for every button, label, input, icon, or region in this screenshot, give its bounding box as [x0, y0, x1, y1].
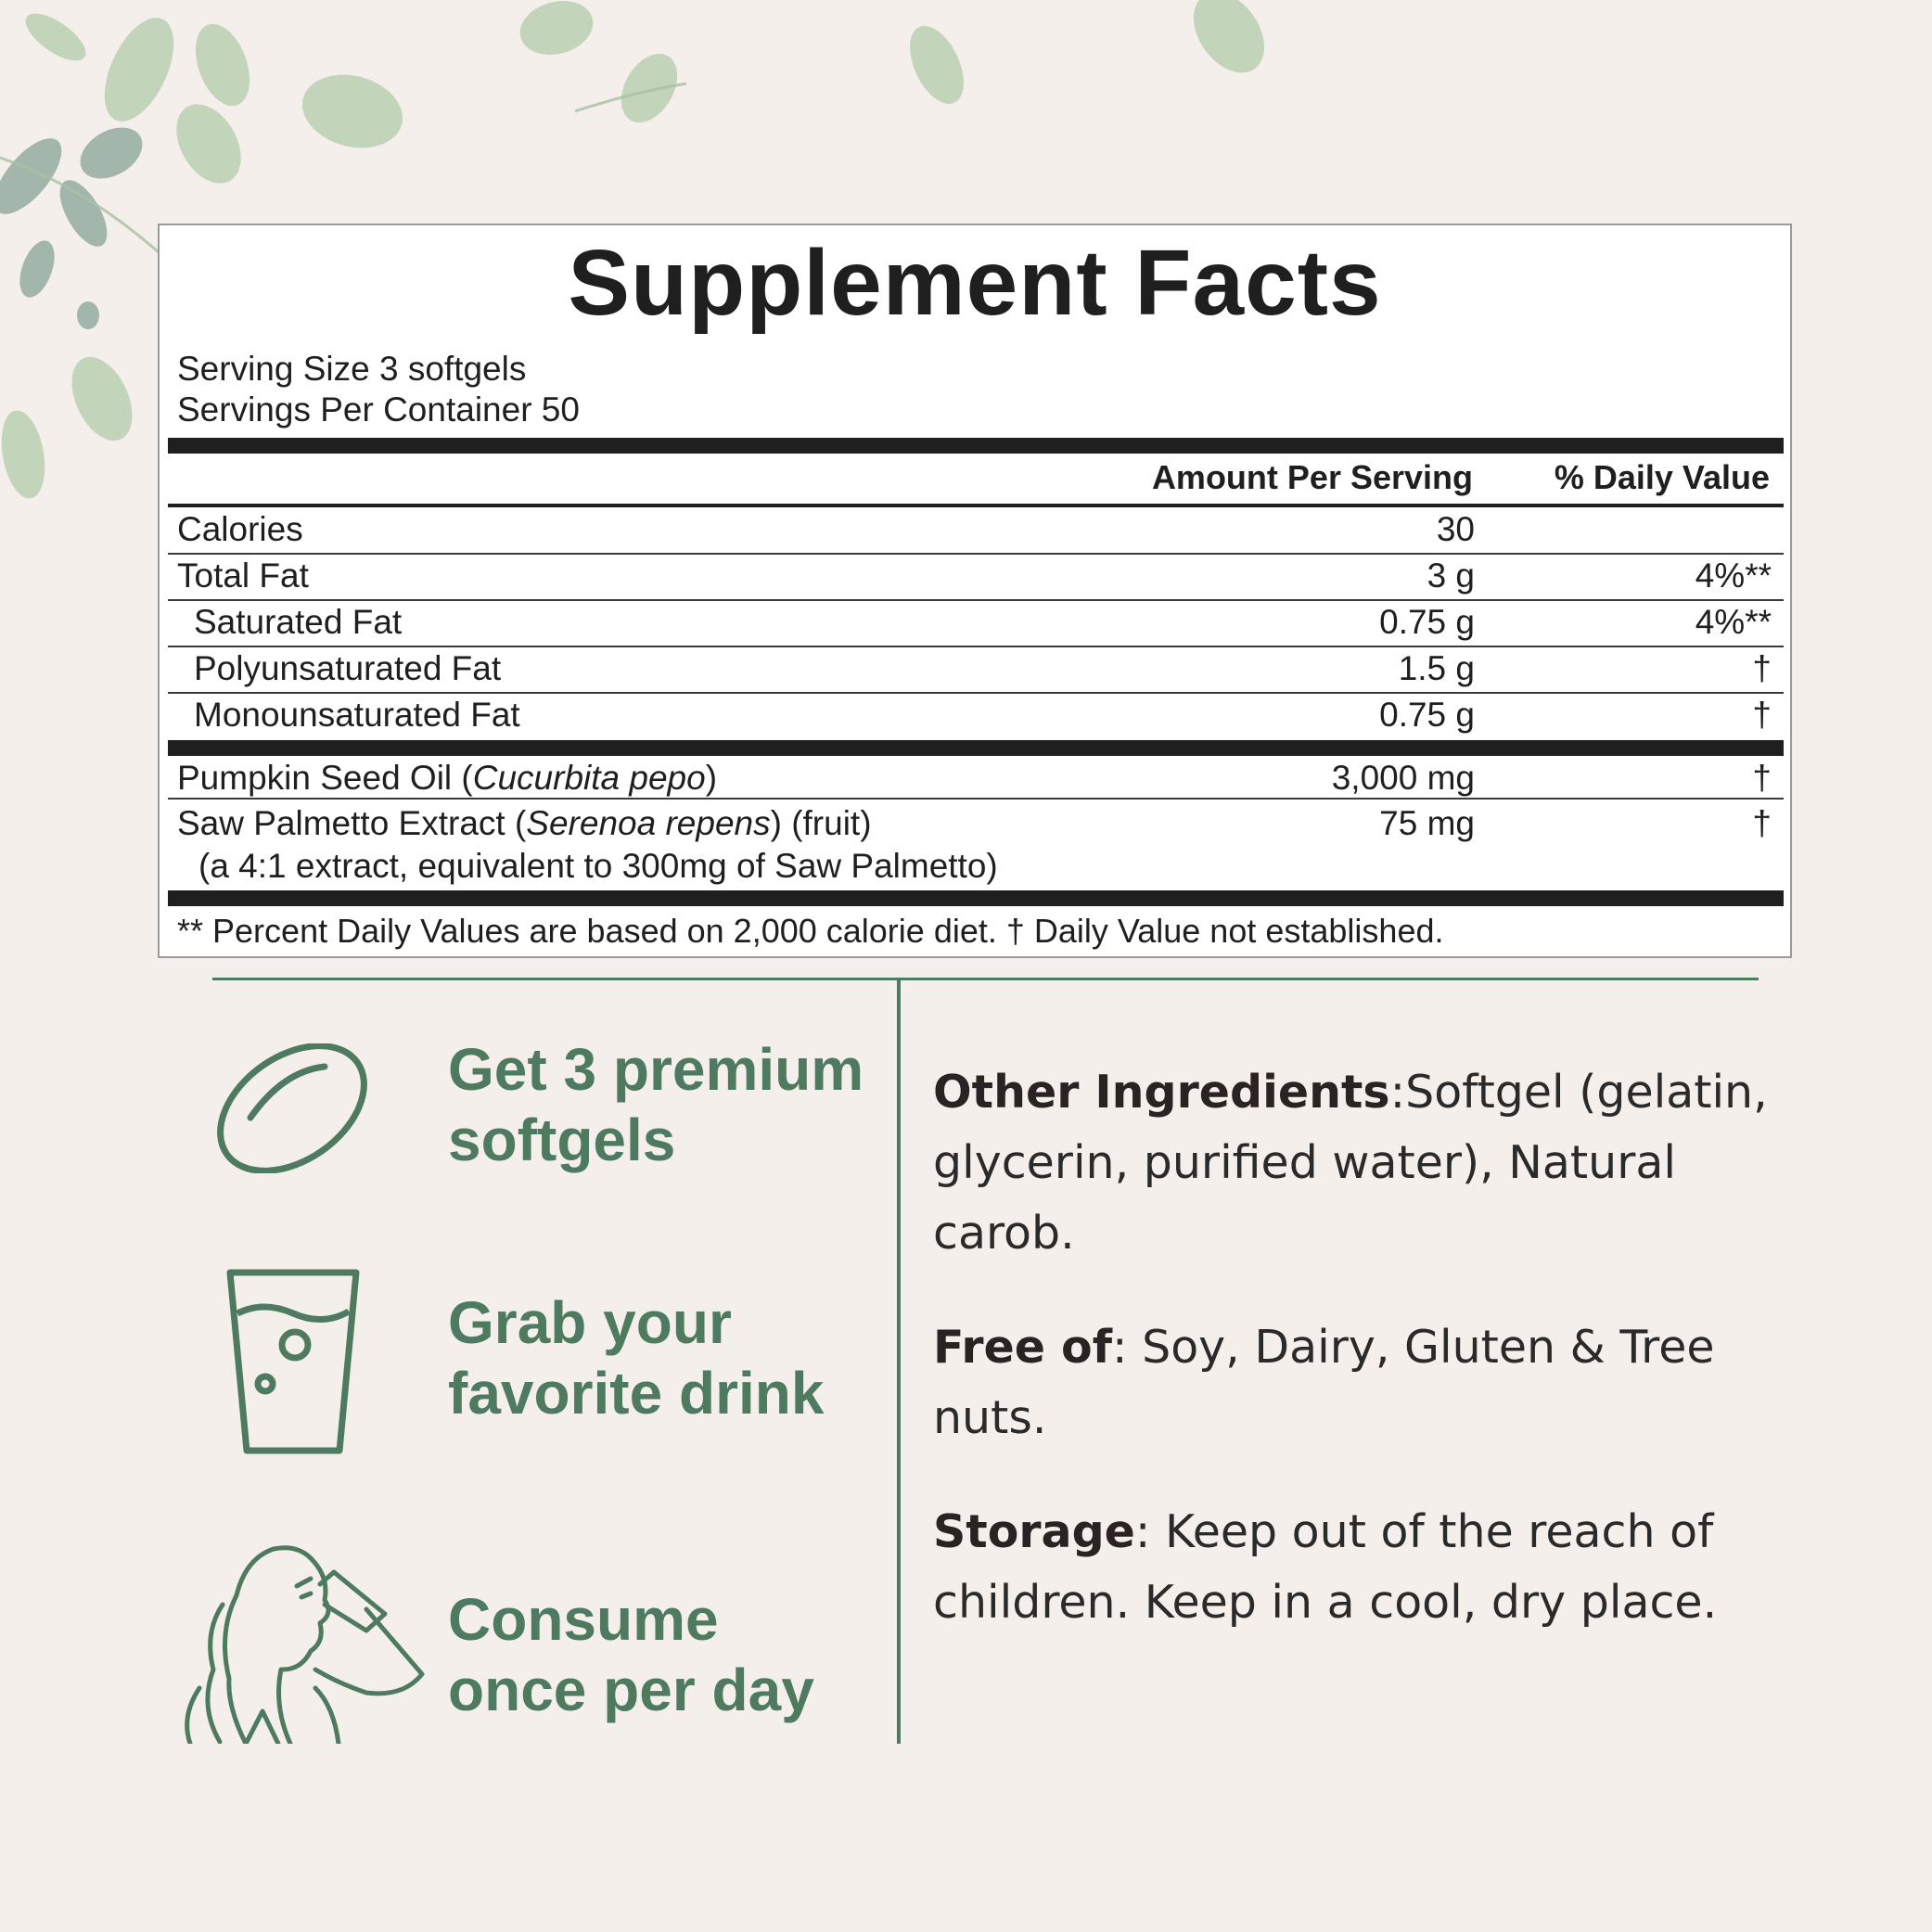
- drink-glass-icon: [226, 1269, 360, 1454]
- storage-label: Storage: [933, 1505, 1135, 1558]
- facts-row: [168, 647, 1784, 692]
- other-ingredients-text: Other Ingredients:Softgel (gelatin, glycerin, purified water), Natural carob.: [933, 1066, 1768, 1260]
- facts-title: Supplement Facts: [568, 231, 1382, 335]
- storage-text: Storage: Keep out of the reach of children. Keep in a cool, dry place.: [933, 1505, 1718, 1629]
- supplement-facts-panel: [158, 224, 1792, 958]
- ingredient-daily-value: †: [1752, 804, 1772, 842]
- ingredient-name: Pumpkin Seed Oil (Cucurbita pepo): [177, 759, 718, 797]
- row-name: Polyunsaturated Fat: [194, 649, 502, 687]
- section-divider-horizontal: [212, 978, 1759, 980]
- row-name: Saturated Fat: [194, 603, 403, 641]
- row-amount: 1.5 g: [1398, 649, 1475, 687]
- row-amount: 0.75 g: [1379, 696, 1475, 734]
- row-daily-value: 4%**: [1695, 603, 1772, 641]
- serving-size: Serving Size 3 softgels: [177, 350, 527, 388]
- step-text: Get 3 premium softgels: [448, 1036, 864, 1173]
- ingredient-name: Saw Palmetto Extract (Serenoa repens) (fruit): [177, 804, 872, 842]
- ingredient-row: [168, 757, 1784, 801]
- section-divider-vertical: [897, 980, 901, 1744]
- step-text: Consume once per day: [448, 1586, 814, 1723]
- row-amount: 30: [1436, 510, 1475, 548]
- extract-note: (a 4:1 extract, equivalent to 300mg of Saw Palmetto): [198, 847, 998, 885]
- row-daily-value: †: [1752, 696, 1772, 734]
- servings-per-container: Servings Per Container 50: [177, 390, 580, 429]
- free-of-label: Free of: [933, 1321, 1113, 1374]
- row-name: Total Fat: [177, 557, 309, 595]
- row-name: Calories: [177, 510, 303, 548]
- facts-row: [168, 555, 1784, 599]
- thick-divider: [168, 740, 1784, 756]
- woman-drinking-icon: [172, 1521, 427, 1744]
- other-ingredients-label: Other Ingredients: [933, 1066, 1390, 1119]
- free-of-text: Free of: Soy, Dairy, Gluten & Tree nuts.: [933, 1321, 1715, 1444]
- row-amount: 3 g: [1427, 557, 1475, 595]
- row-daily-value: 4%**: [1695, 557, 1772, 595]
- row-name: Monounsaturated Fat: [194, 696, 520, 734]
- ingredient-row: [168, 802, 1784, 847]
- row-divider: [168, 798, 1784, 800]
- ingredient-amount: 75 mg: [1379, 804, 1475, 842]
- facts-row: [168, 508, 1784, 553]
- thick-divider: [168, 890, 1784, 906]
- header-divider: [168, 504, 1784, 507]
- ingredient-amount: 3,000 mg: [1331, 759, 1475, 797]
- facts-row: [168, 601, 1784, 646]
- facts-row: [168, 694, 1784, 738]
- row-daily-value: †: [1752, 649, 1772, 687]
- row-amount: 0.75 g: [1379, 603, 1475, 641]
- thick-divider: [168, 438, 1784, 454]
- ingredient-daily-value: †: [1752, 759, 1772, 797]
- softgel-icon: [213, 1043, 371, 1173]
- step-text: Grab your favorite drink: [448, 1289, 825, 1427]
- column-header-amount: Amount Per Serving: [1151, 458, 1473, 496]
- footnote: ** Percent Daily Values are based on 2,000 calorie diet. † Daily Value not established.: [177, 912, 1444, 950]
- column-header-daily-value: % Daily Value: [1554, 458, 1770, 496]
